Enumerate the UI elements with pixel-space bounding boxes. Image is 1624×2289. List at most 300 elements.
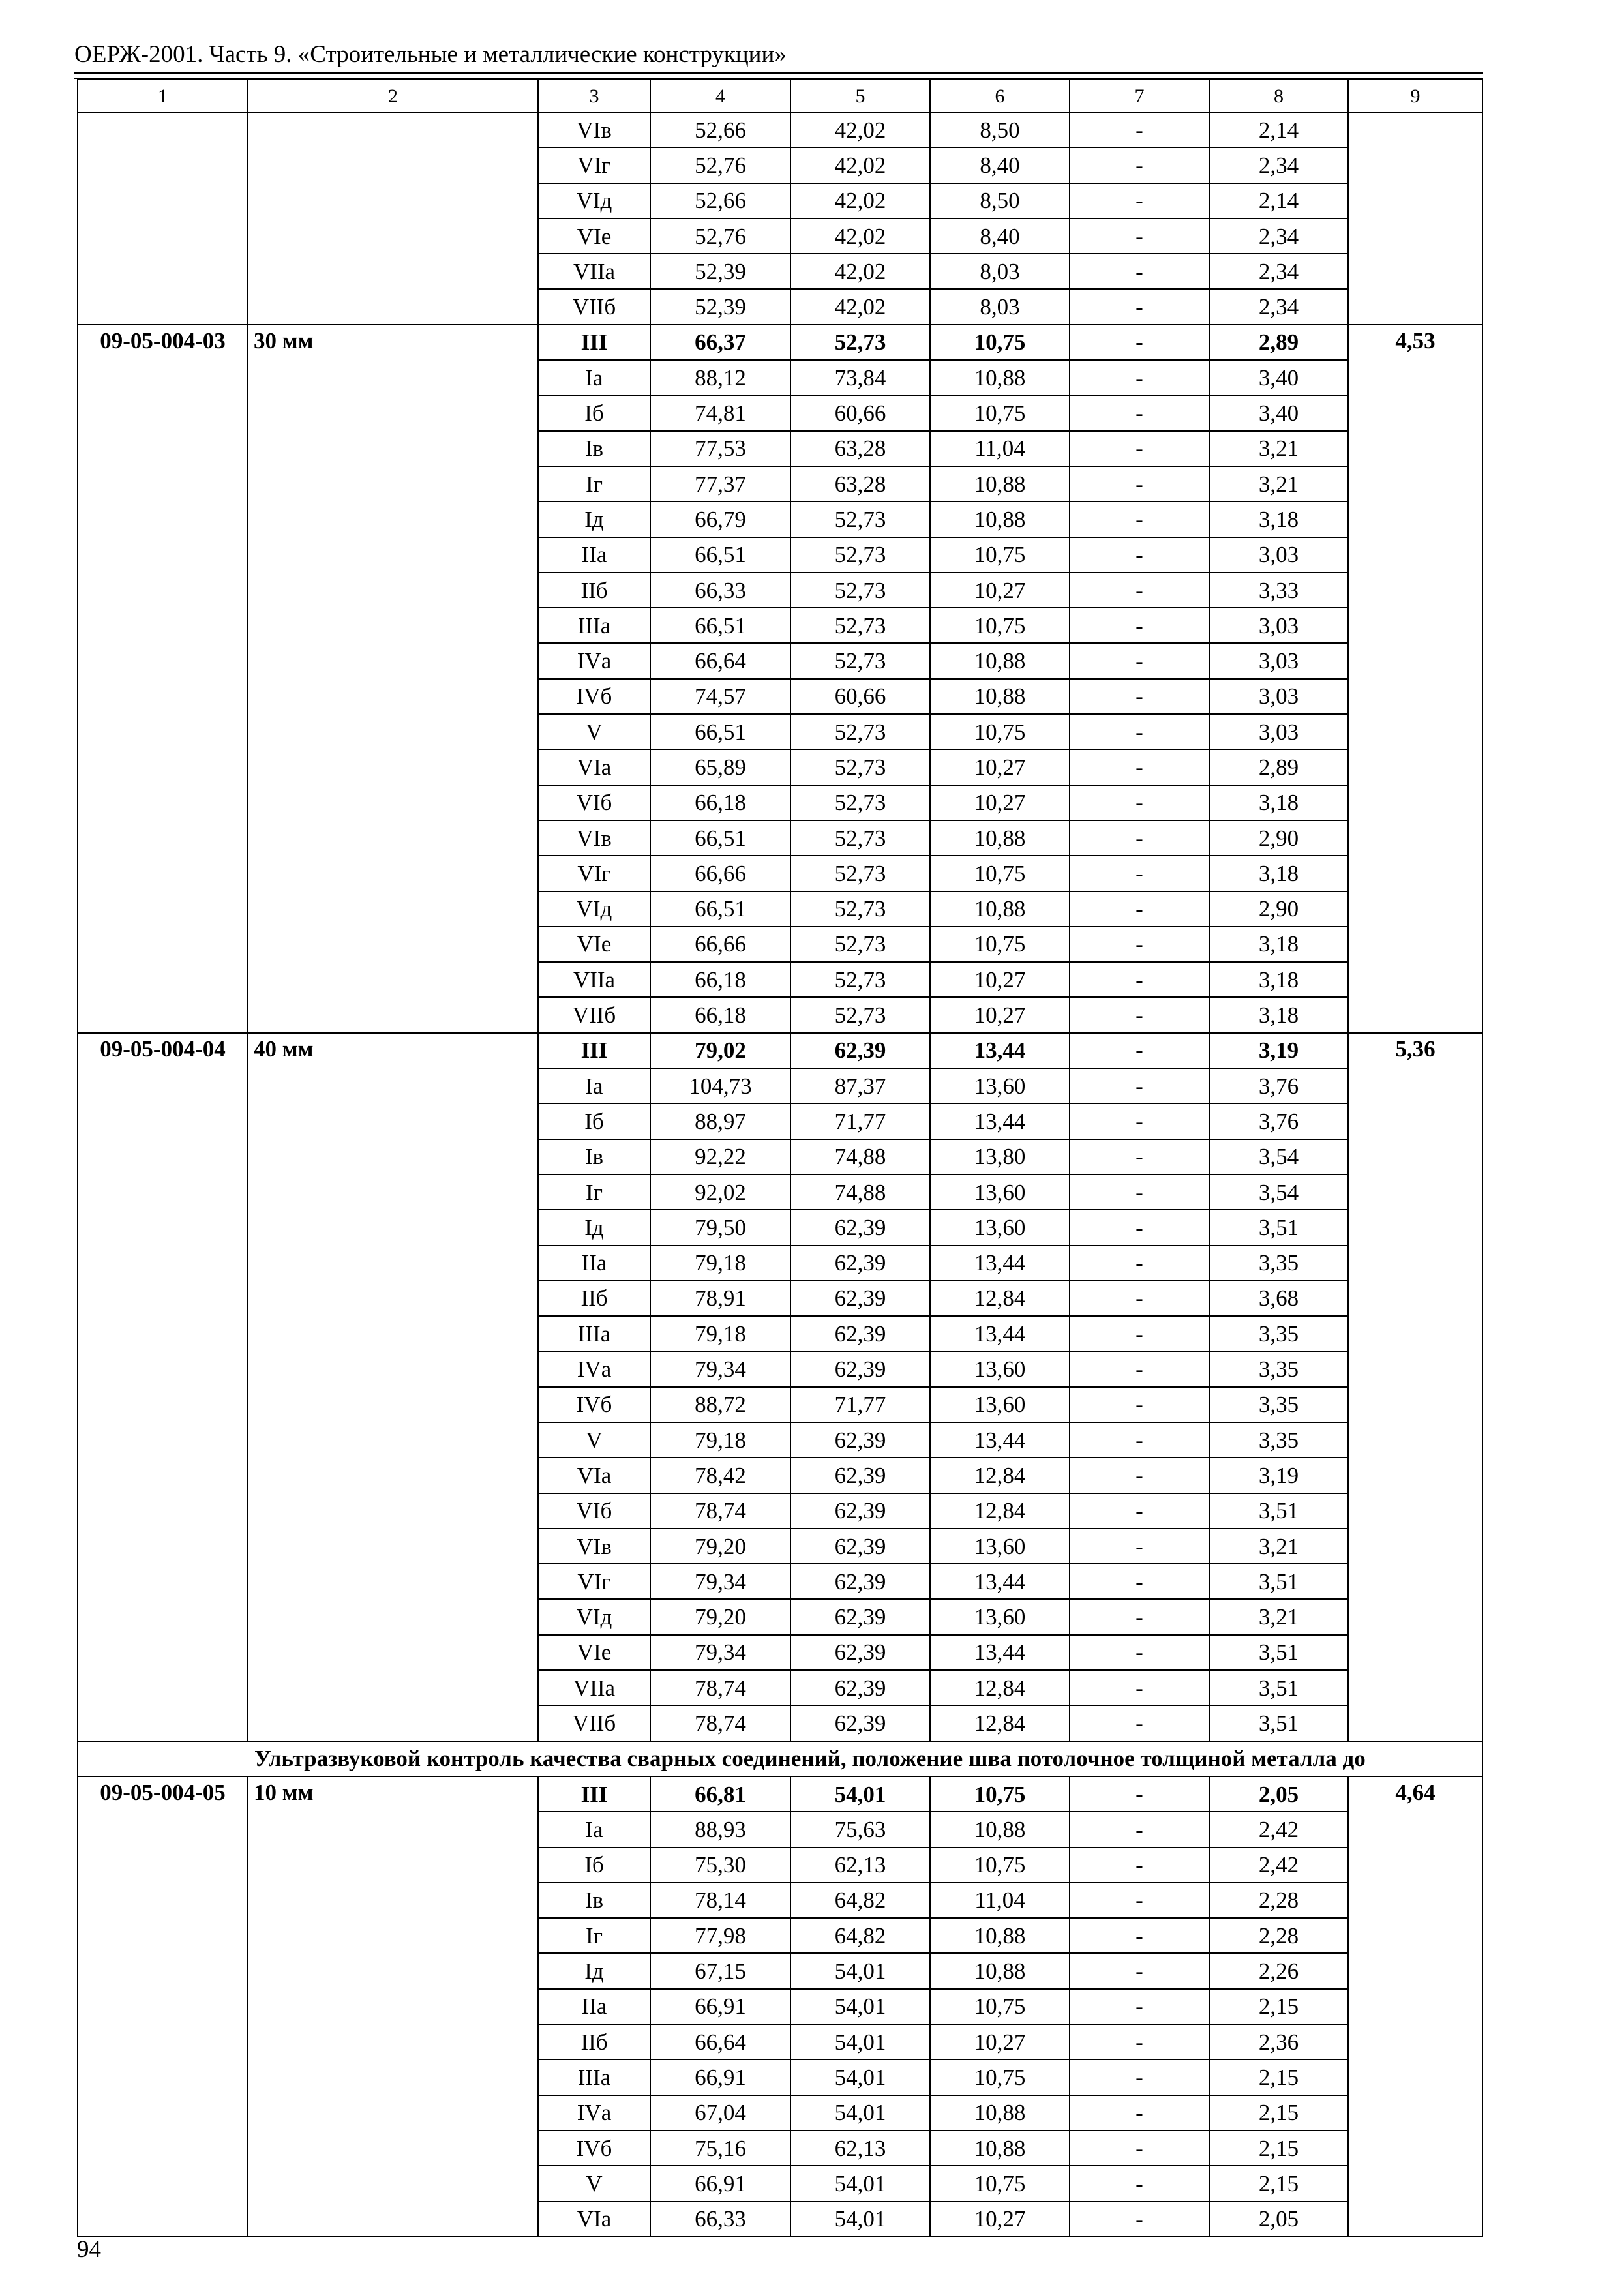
total-cost: 66,64 xyxy=(650,2024,790,2059)
region-zone: VIе xyxy=(538,927,650,962)
region-zone: VIб xyxy=(538,785,650,820)
table-row xyxy=(78,856,1482,891)
labor-norm xyxy=(1348,2166,1482,2201)
rate-code xyxy=(78,1103,248,1139)
table-row xyxy=(78,289,1482,324)
rate-code xyxy=(78,1705,248,1741)
machinist-wage: - xyxy=(1070,183,1209,218)
labor-norm xyxy=(1348,891,1482,927)
total-cost: 66,51 xyxy=(650,714,790,749)
labor-norm xyxy=(1348,749,1482,785)
rate-code xyxy=(78,997,248,1032)
material-cost: 3,18 xyxy=(1209,856,1348,891)
material-cost: 2,89 xyxy=(1209,749,1348,785)
material-cost: 2,42 xyxy=(1209,1812,1348,1847)
column-number: 8 xyxy=(1209,80,1348,112)
machinist-wage: - xyxy=(1070,962,1209,997)
machinist-wage: - xyxy=(1070,1776,1209,1812)
rate-code xyxy=(78,856,248,891)
total-cost: 66,51 xyxy=(650,537,790,573)
machine-cost: 10,27 xyxy=(930,749,1070,785)
rate-description xyxy=(248,360,538,395)
wage-cost: 64,82 xyxy=(790,1918,930,1953)
rate-code xyxy=(78,395,248,430)
wage-cost: 71,77 xyxy=(790,1387,930,1422)
total-cost: 52,76 xyxy=(650,147,790,183)
labor-norm xyxy=(1348,183,1482,218)
total-cost: 66,81 xyxy=(650,1776,790,1812)
material-cost: 3,35 xyxy=(1209,1387,1348,1422)
material-cost: 3,54 xyxy=(1209,1174,1348,1210)
rate-code xyxy=(78,1174,248,1210)
material-cost: 2,34 xyxy=(1209,289,1348,324)
rate-code xyxy=(78,183,248,218)
table-row xyxy=(78,643,1482,678)
table-row xyxy=(78,962,1482,997)
table-row xyxy=(78,2202,1482,2237)
total-cost: 78,14 xyxy=(650,1883,790,1918)
machinist-wage: - xyxy=(1070,1812,1209,1847)
machinist-wage: - xyxy=(1070,1953,1209,1988)
machine-cost: 13,60 xyxy=(930,1387,1070,1422)
table-row xyxy=(78,714,1482,749)
machine-cost: 13,44 xyxy=(930,1422,1070,1458)
labor-norm xyxy=(1348,1918,1482,1953)
rate-code xyxy=(78,289,248,324)
rate-code xyxy=(78,820,248,856)
region-zone: VIг xyxy=(538,147,650,183)
total-cost: 79,34 xyxy=(650,1351,790,1386)
machinist-wage: - xyxy=(1070,856,1209,891)
machinist-wage: - xyxy=(1070,1246,1209,1281)
labor-norm xyxy=(1348,537,1482,573)
wage-cost: 62,39 xyxy=(790,1422,930,1458)
machinist-wage: - xyxy=(1070,1103,1209,1139)
rate-code xyxy=(78,962,248,997)
column-number: 1 xyxy=(78,80,248,112)
labor-norm xyxy=(1348,1848,1482,1883)
material-cost: 3,40 xyxy=(1209,395,1348,430)
rate-description xyxy=(248,501,538,537)
wage-cost: 71,77 xyxy=(790,1103,930,1139)
total-cost: 66,79 xyxy=(650,501,790,537)
region-zone: VIг xyxy=(538,856,650,891)
machine-cost: 10,88 xyxy=(930,1953,1070,1988)
material-cost: 3,51 xyxy=(1209,1564,1348,1599)
rate-code xyxy=(78,608,248,643)
total-cost: 52,39 xyxy=(650,254,790,289)
machine-cost: 13,44 xyxy=(930,1564,1070,1599)
material-cost: 2,05 xyxy=(1209,2202,1348,2237)
column-number: 2 xyxy=(248,80,538,112)
wage-cost: 54,01 xyxy=(790,2095,930,2131)
labor-norm xyxy=(1348,643,1482,678)
wage-cost: 75,63 xyxy=(790,1812,930,1847)
total-cost: 92,02 xyxy=(650,1174,790,1210)
machine-cost: 13,44 xyxy=(930,1103,1070,1139)
total-cost: 66,37 xyxy=(650,325,790,360)
wage-cost: 52,73 xyxy=(790,325,930,360)
table-row xyxy=(78,466,1482,501)
total-cost: 66,18 xyxy=(650,785,790,820)
wage-cost: 62,39 xyxy=(790,1246,930,1281)
material-cost: 2,89 xyxy=(1209,325,1348,360)
section-heading-row xyxy=(78,1741,1482,1776)
labor-norm xyxy=(1348,1210,1482,1245)
header-rule-thick xyxy=(74,72,1483,74)
machine-cost: 10,88 xyxy=(930,643,1070,678)
rate-description xyxy=(248,2095,538,2131)
labor-norm xyxy=(1348,962,1482,997)
rate-description xyxy=(248,785,538,820)
labor-norm xyxy=(1348,2059,1482,2095)
rate-description xyxy=(248,1705,538,1741)
rate-description xyxy=(248,1246,538,1281)
machine-cost: 13,60 xyxy=(930,1210,1070,1245)
region-zone: Iб xyxy=(538,395,650,430)
wage-cost: 62,39 xyxy=(790,1670,930,1705)
table-row xyxy=(78,360,1482,395)
table-row xyxy=(78,608,1482,643)
rate-description xyxy=(248,749,538,785)
machine-cost: 13,44 xyxy=(930,1033,1070,1068)
page-number: 94 xyxy=(77,2236,101,2263)
machinist-wage: - xyxy=(1070,927,1209,962)
rate-code xyxy=(78,2024,248,2059)
rate-code xyxy=(78,1564,248,1599)
rate-description xyxy=(248,2131,538,2166)
material-cost: 3,21 xyxy=(1209,1599,1348,1634)
table-row xyxy=(78,1281,1482,1316)
material-cost: 2,15 xyxy=(1209,2095,1348,2131)
rate-description xyxy=(248,1139,538,1174)
material-cost: 2,28 xyxy=(1209,1918,1348,1953)
rate-description xyxy=(248,1670,538,1705)
wage-cost: 64,82 xyxy=(790,1883,930,1918)
rate-description xyxy=(248,2059,538,2095)
machine-cost: 13,80 xyxy=(930,1139,1070,1174)
total-cost: 75,16 xyxy=(650,2131,790,2166)
material-cost: 3,03 xyxy=(1209,679,1348,714)
table-row xyxy=(78,1139,1482,1174)
rate-code: 09-05-004-05 xyxy=(78,1776,248,1812)
rate-description xyxy=(248,1953,538,1988)
total-cost: 66,33 xyxy=(650,573,790,608)
rate-code xyxy=(78,1493,248,1529)
rate-code xyxy=(78,2166,248,2201)
rate-description xyxy=(248,1210,538,1245)
total-cost: 79,18 xyxy=(650,1246,790,1281)
machine-cost: 10,27 xyxy=(930,997,1070,1032)
table-row xyxy=(78,431,1482,466)
total-cost: 66,33 xyxy=(650,2202,790,2237)
rate-description xyxy=(248,183,538,218)
rate-description xyxy=(248,1281,538,1316)
machine-cost: 13,44 xyxy=(930,1246,1070,1281)
labor-norm xyxy=(1348,1174,1482,1210)
column-number: 6 xyxy=(930,80,1070,112)
region-zone: III xyxy=(538,1776,650,1812)
table-row xyxy=(78,2095,1482,2131)
total-cost: 88,97 xyxy=(650,1103,790,1139)
rate-description xyxy=(248,856,538,891)
region-zone: IIб xyxy=(538,1281,650,1316)
rate-code xyxy=(78,714,248,749)
rate-description xyxy=(248,608,538,643)
material-cost: 2,36 xyxy=(1209,2024,1348,2059)
material-cost: 3,18 xyxy=(1209,997,1348,1032)
machine-cost: 10,27 xyxy=(930,962,1070,997)
labor-norm: 5,36 xyxy=(1348,1033,1482,1068)
rate-description xyxy=(248,1812,538,1847)
material-cost: 3,18 xyxy=(1209,927,1348,962)
rate-description xyxy=(248,927,538,962)
total-cost: 66,51 xyxy=(650,608,790,643)
rate-description xyxy=(248,218,538,254)
total-cost: 88,72 xyxy=(650,1387,790,1422)
machine-cost: 13,44 xyxy=(930,1316,1070,1351)
region-zone: Iд xyxy=(538,1953,650,1988)
material-cost: 3,51 xyxy=(1209,1670,1348,1705)
labor-norm xyxy=(1348,679,1482,714)
table-row xyxy=(78,1033,1482,1068)
machinist-wage: - xyxy=(1070,1705,1209,1741)
labor-norm xyxy=(1348,112,1482,147)
material-cost: 3,54 xyxy=(1209,1139,1348,1174)
rate-code xyxy=(78,2202,248,2237)
machine-cost: 10,88 xyxy=(930,1812,1070,1847)
wage-cost: 63,28 xyxy=(790,431,930,466)
region-zone: VIг xyxy=(538,1564,650,1599)
machine-cost: 11,04 xyxy=(930,431,1070,466)
machinist-wage: - xyxy=(1070,2095,1209,2131)
rate-code xyxy=(78,112,248,147)
total-cost: 66,66 xyxy=(650,927,790,962)
region-zone: Iв xyxy=(538,1139,650,1174)
labor-norm xyxy=(1348,1953,1482,1988)
rate-description xyxy=(248,891,538,927)
total-cost: 66,51 xyxy=(650,891,790,927)
labor-norm xyxy=(1348,2095,1482,2131)
wage-cost: 52,73 xyxy=(790,608,930,643)
rate-code xyxy=(78,1812,248,1847)
machine-cost: 10,88 xyxy=(930,360,1070,395)
machine-cost: 10,75 xyxy=(930,537,1070,573)
rate-code xyxy=(78,1953,248,1988)
rate-description xyxy=(248,431,538,466)
material-cost: 3,03 xyxy=(1209,714,1348,749)
wage-cost: 42,02 xyxy=(790,254,930,289)
region-zone: IIа xyxy=(538,1989,650,2024)
machine-cost: 13,60 xyxy=(930,1068,1070,1103)
labor-norm xyxy=(1348,714,1482,749)
wage-cost: 42,02 xyxy=(790,147,930,183)
labor-norm xyxy=(1348,1812,1482,1847)
wage-cost: 74,88 xyxy=(790,1174,930,1210)
machinist-wage: - xyxy=(1070,254,1209,289)
rate-code xyxy=(78,573,248,608)
table-row xyxy=(78,1246,1482,1281)
table-row xyxy=(78,325,1482,360)
wage-cost: 62,39 xyxy=(790,1635,930,1670)
rate-code xyxy=(78,147,248,183)
machinist-wage: - xyxy=(1070,2131,1209,2166)
rate-code xyxy=(78,254,248,289)
table-row xyxy=(78,2024,1482,2059)
material-cost: 2,15 xyxy=(1209,1989,1348,2024)
table-row xyxy=(78,1705,1482,1741)
region-zone: IVа xyxy=(538,643,650,678)
region-zone: VIIб xyxy=(538,289,650,324)
table-row xyxy=(78,112,1482,147)
total-cost: 52,39 xyxy=(650,289,790,324)
labor-norm xyxy=(1348,1529,1482,1564)
rate-description xyxy=(248,1351,538,1386)
wage-cost: 54,01 xyxy=(790,1953,930,1988)
total-cost: 79,20 xyxy=(650,1599,790,1634)
rate-code xyxy=(78,1246,248,1281)
machine-cost: 8,03 xyxy=(930,254,1070,289)
table-row xyxy=(78,1351,1482,1386)
rate-description xyxy=(248,643,538,678)
rate-code xyxy=(78,1529,248,1564)
wage-cost: 52,73 xyxy=(790,501,930,537)
wage-cost: 52,73 xyxy=(790,856,930,891)
region-zone: IIIа xyxy=(538,1316,650,1351)
machine-cost: 10,75 xyxy=(930,1848,1070,1883)
rate-code xyxy=(78,1068,248,1103)
total-cost: 79,02 xyxy=(650,1033,790,1068)
rate-code xyxy=(78,466,248,501)
rate-description: 10 мм xyxy=(248,1776,538,1812)
total-cost: 79,50 xyxy=(650,1210,790,1245)
labor-norm xyxy=(1348,218,1482,254)
column-number: 4 xyxy=(650,80,790,112)
total-cost: 74,81 xyxy=(650,395,790,430)
region-zone: VIIа xyxy=(538,254,650,289)
machinist-wage: - xyxy=(1070,1529,1209,1564)
material-cost: 2,34 xyxy=(1209,147,1348,183)
material-cost: 2,42 xyxy=(1209,1848,1348,1883)
labor-norm xyxy=(1348,1246,1482,1281)
material-cost: 3,03 xyxy=(1209,537,1348,573)
table-row xyxy=(78,891,1482,927)
machinist-wage: - xyxy=(1070,1493,1209,1529)
machine-cost: 13,60 xyxy=(930,1529,1070,1564)
table-row xyxy=(78,218,1482,254)
machine-cost: 11,04 xyxy=(930,1883,1070,1918)
machine-cost: 10,88 xyxy=(930,820,1070,856)
wage-cost: 62,13 xyxy=(790,2131,930,2166)
labor-norm xyxy=(1348,395,1482,430)
machinist-wage: - xyxy=(1070,820,1209,856)
machinist-wage: - xyxy=(1070,360,1209,395)
region-zone: VIа xyxy=(538,1458,650,1493)
table-row xyxy=(78,501,1482,537)
machine-cost: 10,75 xyxy=(930,395,1070,430)
labor-norm xyxy=(1348,1068,1482,1103)
rate-code xyxy=(78,1918,248,1953)
rate-code: 09-05-004-03 xyxy=(78,325,248,360)
column-number: 9 xyxy=(1348,80,1482,112)
machine-cost: 13,60 xyxy=(930,1351,1070,1386)
wage-cost: 62,39 xyxy=(790,1033,930,1068)
table-row xyxy=(78,1493,1482,1529)
labor-norm xyxy=(1348,1883,1482,1918)
table-row xyxy=(78,395,1482,430)
rate-description xyxy=(248,1529,538,1564)
material-cost: 2,15 xyxy=(1209,2131,1348,2166)
material-cost: 3,51 xyxy=(1209,1493,1348,1529)
rate-description xyxy=(248,1883,538,1918)
labor-norm xyxy=(1348,1989,1482,2024)
rate-description xyxy=(248,2024,538,2059)
total-cost: 78,74 xyxy=(650,1493,790,1529)
region-zone: Iг xyxy=(538,1918,650,1953)
rate-code xyxy=(78,749,248,785)
table-row xyxy=(78,1848,1482,1883)
wage-cost: 52,73 xyxy=(790,891,930,927)
machinist-wage: - xyxy=(1070,1210,1209,1245)
total-cost: 104,73 xyxy=(650,1068,790,1103)
table-row xyxy=(78,573,1482,608)
total-cost: 66,91 xyxy=(650,2059,790,2095)
machinist-wage: - xyxy=(1070,466,1209,501)
machinist-wage: - xyxy=(1070,1139,1209,1174)
rate-description xyxy=(248,1493,538,1529)
machine-cost: 12,84 xyxy=(930,1493,1070,1529)
rate-description xyxy=(248,997,538,1032)
rate-code xyxy=(78,2131,248,2166)
table-row xyxy=(78,2059,1482,2095)
rate-code xyxy=(78,218,248,254)
labor-norm xyxy=(1348,1422,1482,1458)
labor-norm xyxy=(1348,466,1482,501)
rate-description xyxy=(248,1174,538,1210)
wage-cost: 62,39 xyxy=(790,1705,930,1741)
rate-description: 30 мм xyxy=(248,325,538,360)
region-zone: VIа xyxy=(538,749,650,785)
region-zone: IVа xyxy=(538,2095,650,2131)
material-cost: 2,15 xyxy=(1209,2166,1348,2201)
machine-cost: 10,75 xyxy=(930,714,1070,749)
wage-cost: 52,73 xyxy=(790,749,930,785)
machinist-wage: - xyxy=(1070,1458,1209,1493)
rate-code xyxy=(78,1458,248,1493)
rate-description xyxy=(248,2202,538,2237)
machinist-wage: - xyxy=(1070,218,1209,254)
labor-norm xyxy=(1348,856,1482,891)
labor-norm xyxy=(1348,1458,1482,1493)
labor-norm xyxy=(1348,608,1482,643)
material-cost: 2,34 xyxy=(1209,218,1348,254)
region-zone: IIб xyxy=(538,573,650,608)
table-row xyxy=(78,254,1482,289)
column-number: 3 xyxy=(538,80,650,112)
region-zone: IIа xyxy=(538,1246,650,1281)
rate-code xyxy=(78,1210,248,1245)
material-cost: 2,05 xyxy=(1209,1776,1348,1812)
rate-description xyxy=(248,1458,538,1493)
region-zone: IVб xyxy=(538,2131,650,2166)
machine-cost: 10,88 xyxy=(930,1918,1070,1953)
rate-code xyxy=(78,1316,248,1351)
machinist-wage: - xyxy=(1070,1883,1209,1918)
wage-cost: 62,39 xyxy=(790,1493,930,1529)
labor-norm xyxy=(1348,1139,1482,1174)
rate-code xyxy=(78,1387,248,1422)
machine-cost: 8,50 xyxy=(930,112,1070,147)
